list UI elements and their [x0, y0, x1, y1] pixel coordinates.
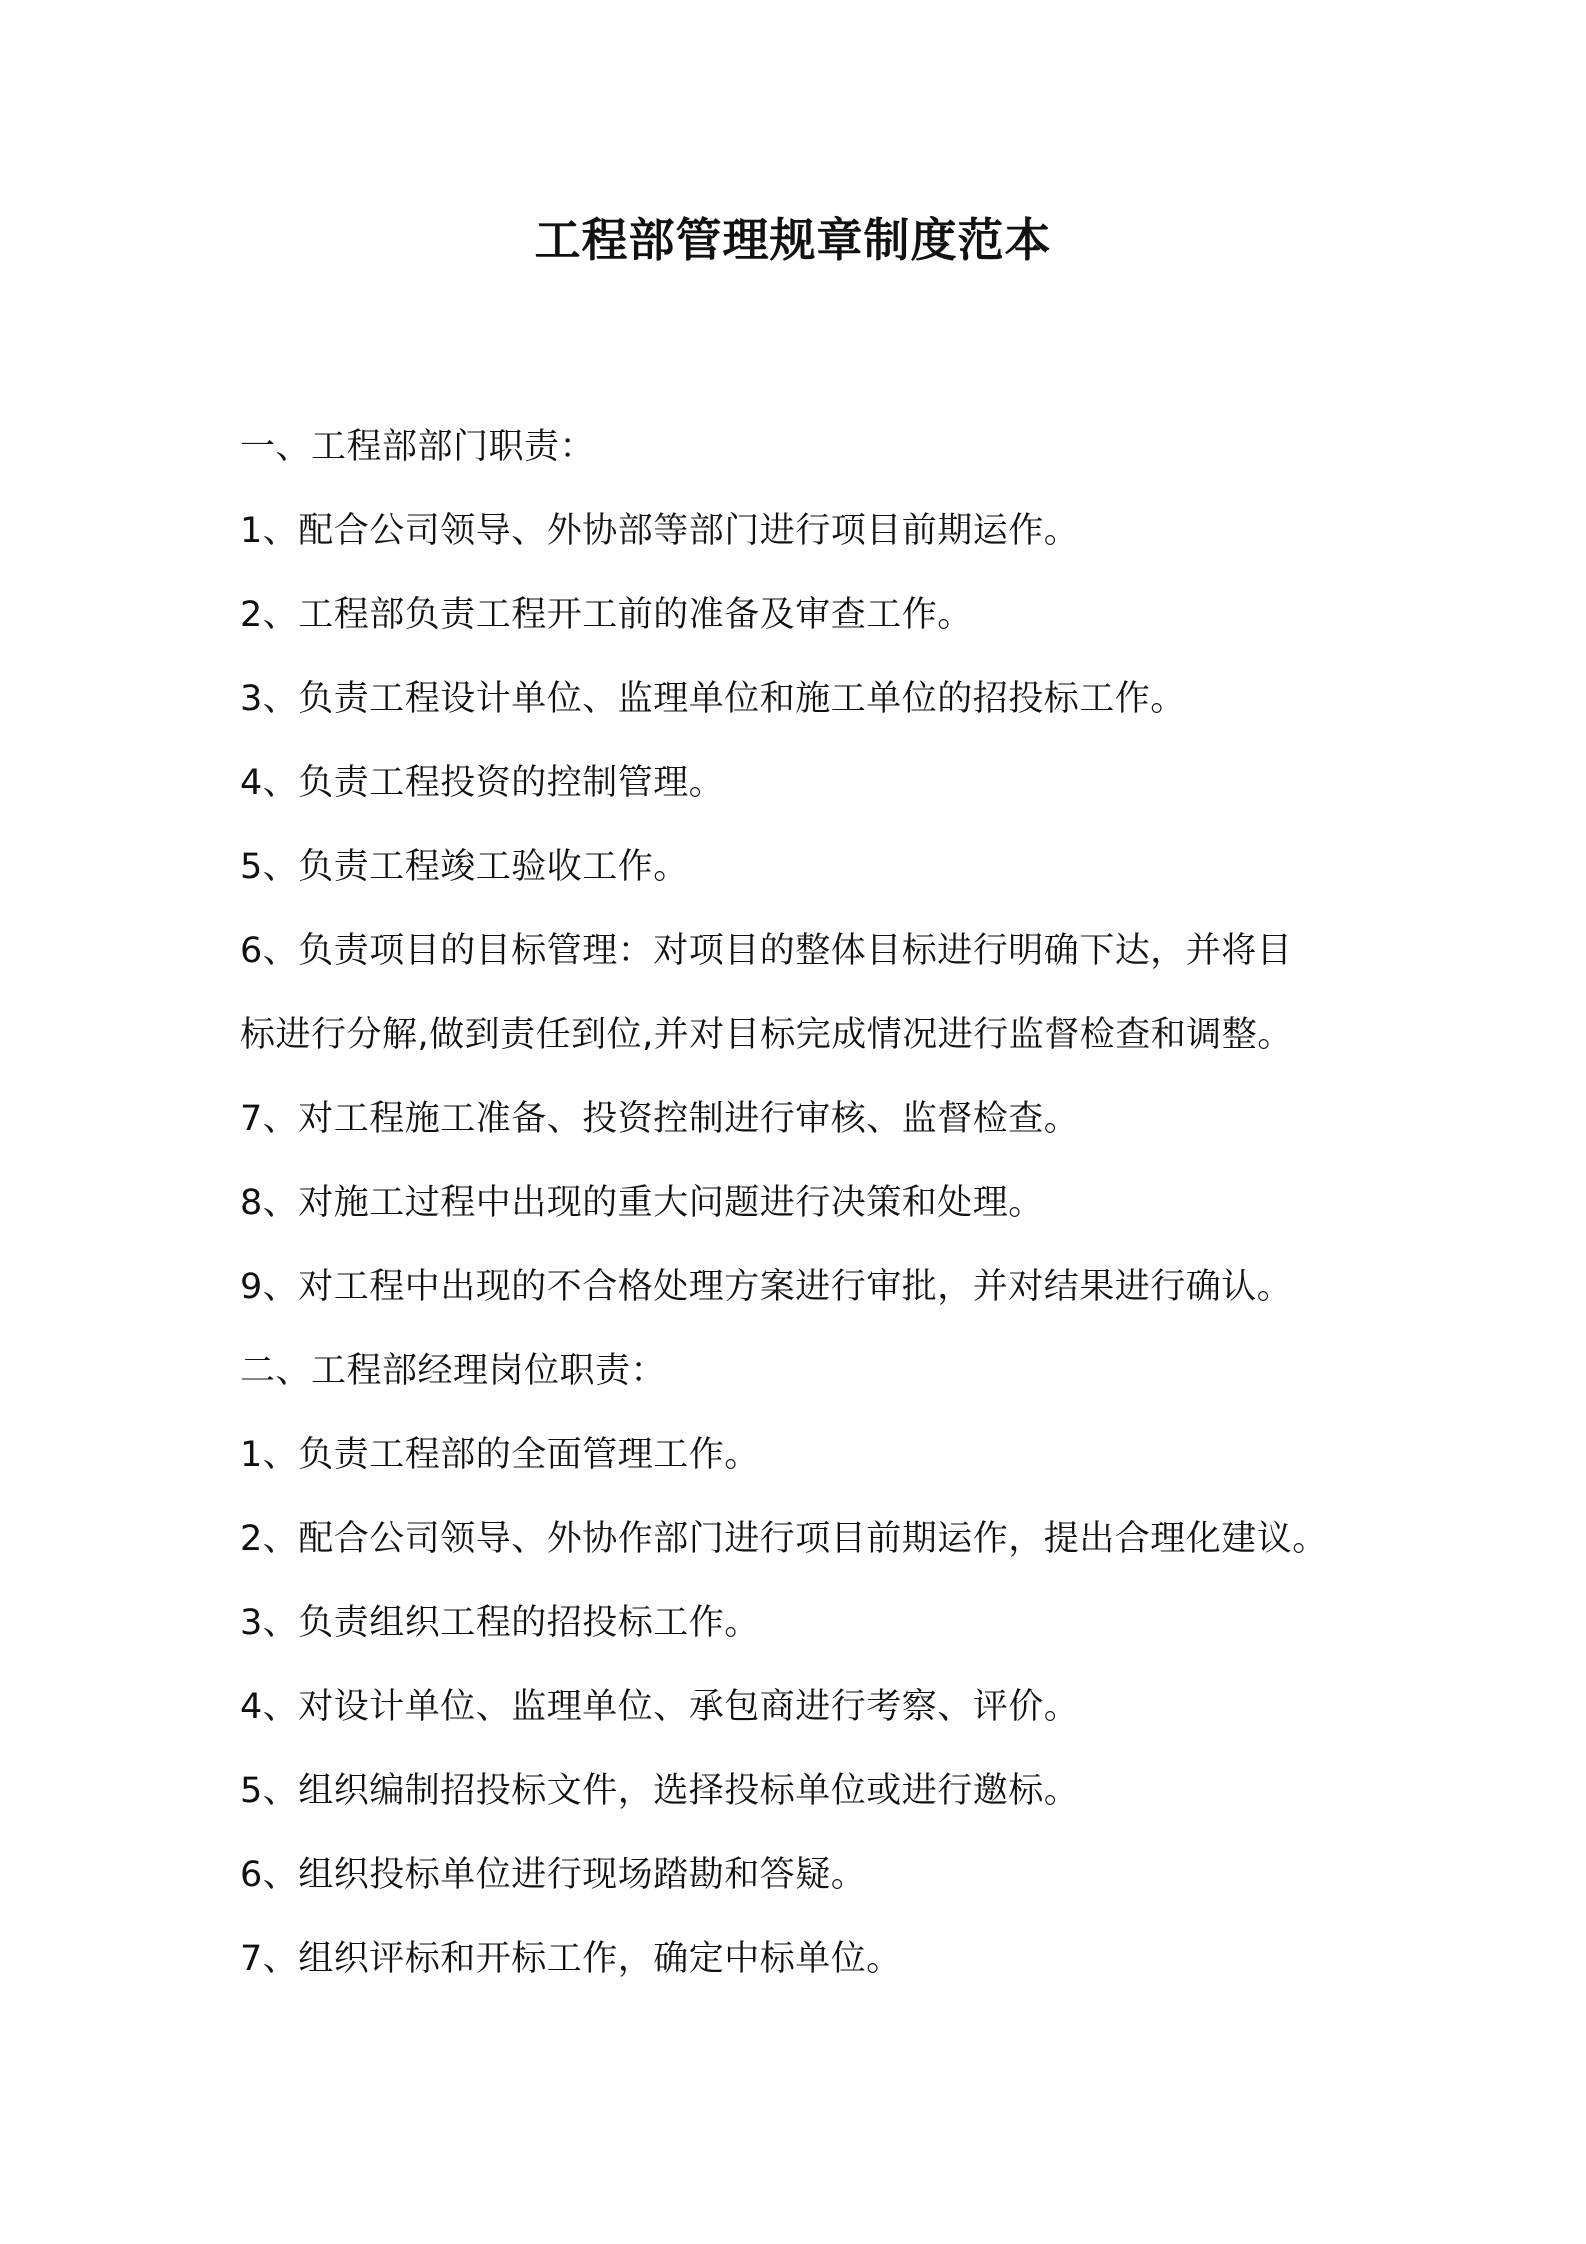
- document-title: 工程部管理规章制度范本: [534, 213, 1052, 267]
- paragraph-line: 2、工程部负责工程开工前的准备及审查工作。: [240, 595, 973, 635]
- paragraph-line: 4、负责工程投资的控制管理。: [240, 763, 725, 803]
- paragraph-line: 5、负责工程竣工验收工作。: [240, 847, 689, 887]
- paragraph-line: 1、配合公司领导、外协部等部门进行项目前期运作。: [240, 511, 1080, 551]
- paragraph-line: 3、负责工程设计单位、监理单位和施工单位的招投标工作。: [240, 679, 1186, 719]
- paragraph-line: 6、组织投标单位进行现场踏勘和答疑。: [240, 1855, 867, 1895]
- paragraph-line: 7、对工程施工准备、投资控制进行审核、监督检查。: [240, 1099, 1080, 1139]
- paragraph-line: 4、对设计单位、监理单位、承包商进行考察、评价。: [240, 1687, 1080, 1727]
- paragraph-line: 标进行分解,做到责任到位,并对目标完成情况进行监督检查和调整。: [240, 1015, 1293, 1055]
- paragraph-line: 5、组织编制招投标文件，选择投标单位或进行邀标。: [240, 1771, 1080, 1811]
- paragraph-line: 7、组织评标和开标工作，确定中标单位。: [240, 1939, 902, 1979]
- section-heading-1: 一、工程部部门职责：: [240, 427, 596, 467]
- paragraph-line: 2、配合公司领导、外协作部门进行项目前期运作，提出合理化建议。: [240, 1519, 1328, 1559]
- paragraph-line: 9、对工程中出现的不合格处理方案进行审批，并对结果进行确认。: [240, 1267, 1293, 1307]
- paragraph-line: 8、对施工过程中出现的重大问题进行决策和处理。: [240, 1183, 1044, 1223]
- paragraph-line: 1、负责工程部的全面管理工作。: [240, 1435, 760, 1475]
- paragraph-line: 3、负责组织工程的招投标工作。: [240, 1603, 760, 1643]
- document-body: [240, 405, 1380, 2001]
- section-heading-2: 二、工程部经理岗位职责：: [240, 1351, 667, 1391]
- paragraph-line: 6、负责项目的目标管理：对项目的整体目标进行明确下达，并将目: [240, 931, 1293, 971]
